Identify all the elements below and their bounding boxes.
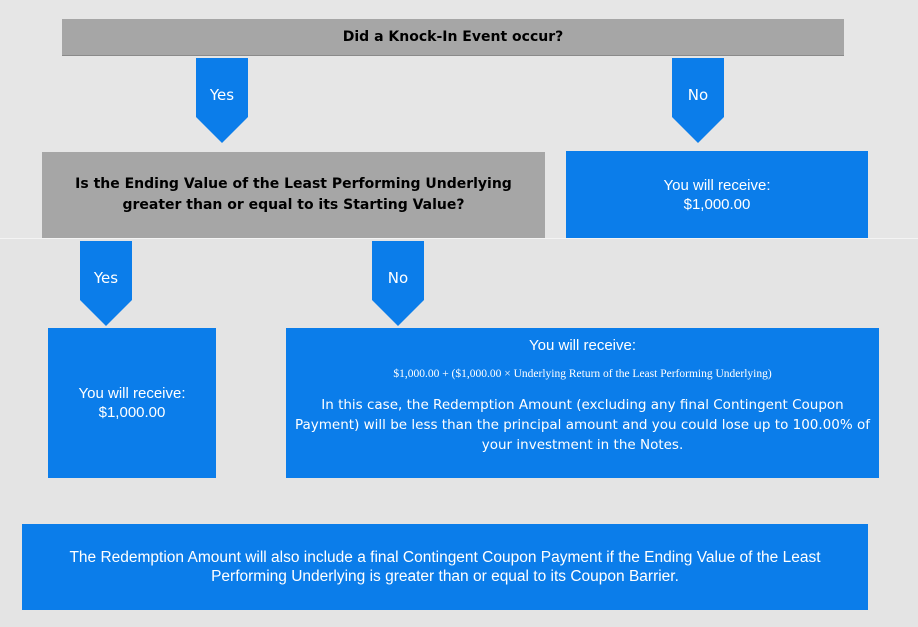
- below-start-outcome-box: [286, 328, 879, 478]
- outcome-formula: $1,000.00 + ($1,000.00 × Underlying Return of the Least Performing Underlying): [393, 368, 772, 380]
- knock-in-question-box: [62, 19, 844, 56]
- no-arrow-1: [672, 58, 724, 143]
- no-arrow-2: [372, 241, 424, 326]
- ending-value-question-box: [42, 152, 545, 238]
- no-knock-in-outcome-box: [566, 151, 868, 238]
- no-arrow-1-label: No: [687, 86, 709, 104]
- outcome-explanation: In this case, the Redemption Amount (excluding any final Contingent Coupon Payment) will be less than the principal amount and you could lose up to 100.00% of your investment in the Notes.: [294, 397, 870, 453]
- contingent-coupon-note-box: [22, 524, 868, 610]
- knock-in-question-text: Did a Knock-In Event occur?: [342, 29, 564, 45]
- outcome-heading: You will receive:: [529, 337, 636, 354]
- outcome-heading: You will receive:: [78, 385, 186, 402]
- outcome-amount: $1,000.00: [683, 195, 751, 213]
- yes-arrow-2: [80, 241, 132, 326]
- no-arrow-2-label: No: [387, 269, 409, 287]
- above-start-outcome-box: [48, 328, 216, 478]
- contingent-coupon-note-text: The Redemption Amount will also include a final Contingent Coupon Payment if the Ending Value of the Least Performing Underlying is greater than or equal to its Coupon Barrier.: [69, 549, 821, 585]
- yes-arrow-1-label: Yes: [209, 86, 235, 104]
- ending-value-question-text: Is the Ending Value of the Least Performing Underlying greater than or equal to its Starting Value?: [75, 176, 512, 213]
- yes-arrow-2-label: Yes: [93, 269, 119, 287]
- outcome-heading: You will receive:: [663, 176, 771, 194]
- outcome-amount: $1,000.00: [98, 404, 166, 421]
- yes-arrow-1: [196, 58, 248, 143]
